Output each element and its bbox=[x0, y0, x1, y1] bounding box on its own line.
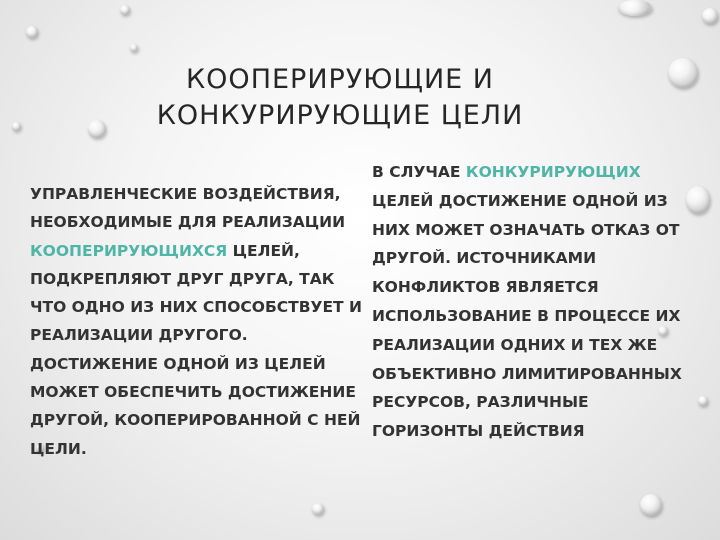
slide-title bbox=[100, 62, 580, 134]
water-drop-decoration bbox=[702, 8, 718, 24]
right-text-part-1: В СЛУЧАЕ bbox=[372, 163, 466, 181]
competing-goals-paragraph bbox=[372, 158, 692, 446]
right-text-highlight: КОНКУРИРУЮЩИХ bbox=[465, 163, 641, 181]
left-text-part-1: УПРАВЛЕНЧЕСКИЕ ВОЗДЕЙСТВИЯ, НЕОБХОДИМЫЕ ДЛЯ РЕАЛИЗАЦИИ bbox=[30, 185, 346, 232]
water-drop-decoration bbox=[130, 44, 138, 52]
left-text-highlight: КООПЕРИРУЮЩИХСЯ bbox=[30, 241, 228, 260]
water-drop-decoration bbox=[698, 396, 708, 406]
cooperating-goals-paragraph bbox=[30, 180, 365, 463]
title-line-2: КОНКУРИРУЮЩИЕ ЦЕЛИ bbox=[156, 100, 524, 131]
water-drop-decoration bbox=[120, 5, 130, 15]
left-text-part-2: ЦЕЛЕЙ, ПОДКРЕПЛЯЮТ ДРУГ ДРУГА, ТАК ЧТО ОДНО ИЗ НИХ СПОСОБСТВУЕТ И РЕАЛИЗАЦИИ ДРУГОГО. ДОСТИЖЕНИЕ ОДНОЙ ИЗ ЦЕЛЕЙ МОЖЕТ ОБЕСПЕЧИТЬ ДОСТИЖЕНИЕ ДРУГОЙ, КООПЕРИРОВАННОЙ С НЕЙ ЦЕЛИ. bbox=[30, 241, 363, 458]
water-drop-decoration bbox=[26, 26, 38, 38]
water-drop-decoration bbox=[640, 494, 662, 516]
water-drop-decoration bbox=[12, 122, 21, 131]
water-drop-decoration bbox=[312, 503, 324, 515]
right-text-part-2: ЦЕЛЕЙ ДОСТИЖЕНИЕ ОДНОЙ ИЗ НИХ МОЖЕТ ОЗНАЧАТЬ ОТКАЗ ОТ ДРУГОЙ. ИСТОЧНИКАМИ КОНФЛИКТОВ ЯВЛЯЕТСЯ ИСПОЛЬЗОВАНИЕ В ПРОЦЕССЕ ИХ РЕАЛИЗАЦИИ ОДНИХ И ТЕХ ЖЕ ОБЪЕКТИВНО ЛИМИТИРОВАННЫХ РЕСУРСОВ, РАЗЛИЧНЫЕ ГОРИЗОНТЫ ДЕЙСТВИЯ bbox=[372, 191, 682, 441]
water-drop-decoration bbox=[618, 0, 652, 16]
title-line-1: КООПЕРИРУЮЩИЕ И bbox=[186, 64, 494, 95]
water-drop-decoration bbox=[668, 58, 698, 88]
